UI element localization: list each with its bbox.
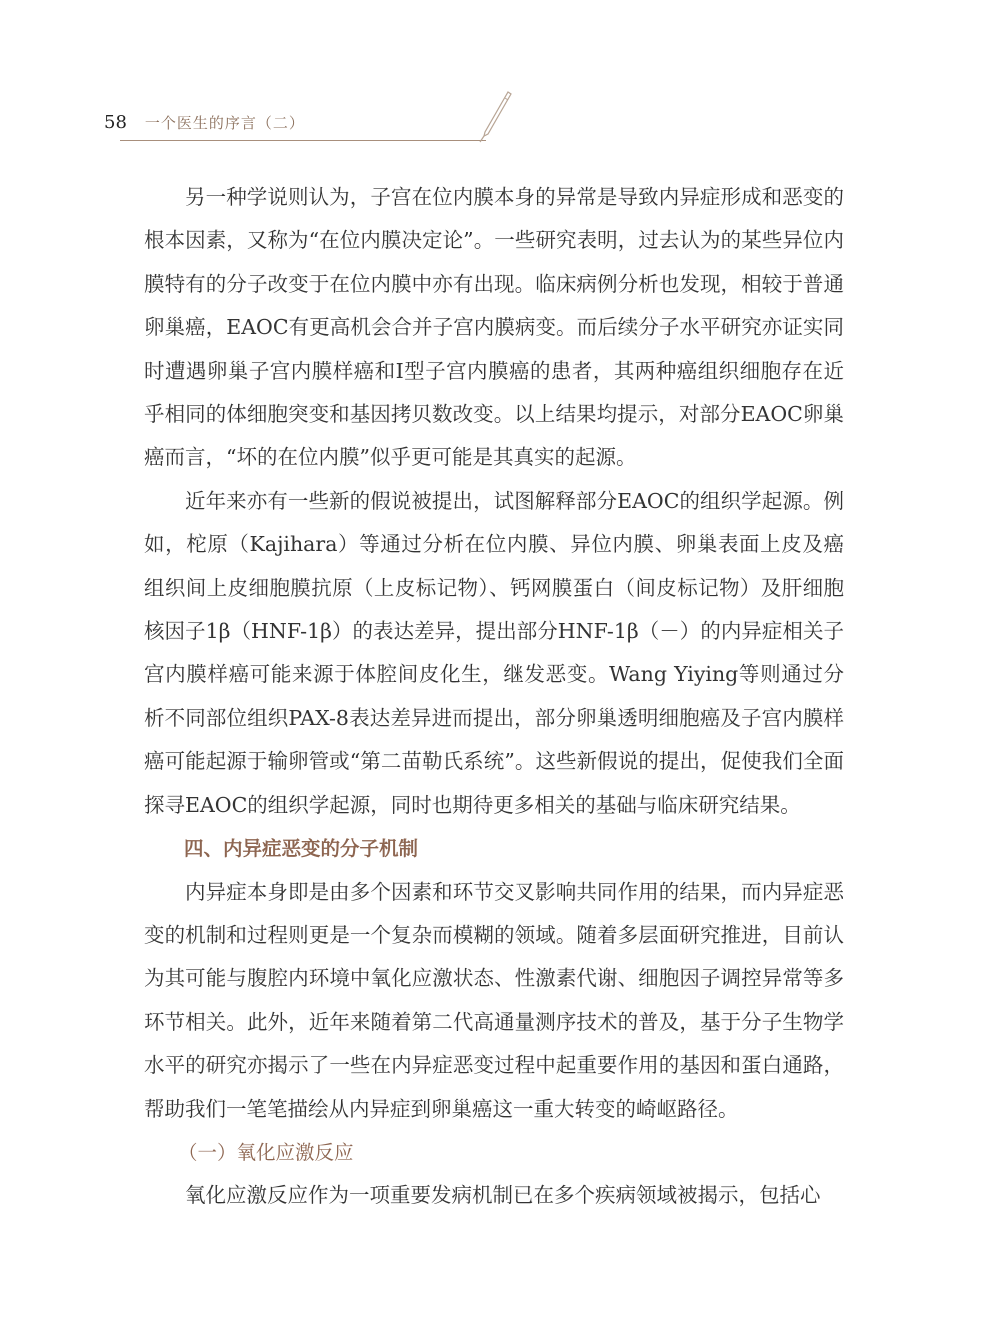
paragraph: 近年来亦有一些新的假说被提出，试图解释部分EAOC的组织学起源。例如，柁原（Kajihara）等通过分析在位内膜、异位内膜、卵巢表面上皮及癌组织间上皮细胞膜抗原（上皮标记物）、钙网膜蛋白（间皮标记物）及肝细胞核因子1β（HNF-1β）的表达差异，提出部分HNF-1β（－）的内异症相关子宫内膜样癌可能来源于体腔间皮化生，继发恶变。Wang Yiying等则通过分析不同部位组织PAX-8表达差异进而提出，部分卵巢透明细胞癌及子宫内膜样癌可能起源于输卵管或“第二苗勒氏系统”。这些新假说的提出，促使我们全面探寻EAOC的组织学起源，同时也期待更多相关的基础与临床研究结果。 xyxy=(144,488,844,817)
pen-icon xyxy=(476,90,512,144)
subsection-heading: （一）氧化应激反应 xyxy=(178,1140,354,1164)
paragraph: 另一种学说则认为，子宫在位内膜本身的异常是导致内异症形成和恶变的根本因素，又称为“在位内膜决定论”。一些研究表明，过去认为的某些异位内膜特有的分子改变于在位内膜中亦有出现。临床病例分析也发现，相较于普通卵巢癌，EAOC有更高机会合并子宫内膜病变。而后续分子水平研究亦证实同时遭遇卵巢子宫内膜样癌和Ⅰ型子宫内膜癌的患者，其两种癌组织细胞存在近乎相同的体细胞突变和基因拷贝数改变。以上结果均提示，对部分EAOC卵巢癌而言，“坏的在位内膜”似乎更可能是其真实的起源。 xyxy=(144,185,844,470)
paragraph: 氧化应激反应作为一项重要发病机制已在多个疾病领域被揭示，包括心 xyxy=(185,1183,821,1208)
page-body xyxy=(144,176,844,1218)
page-number: 58 xyxy=(104,112,127,133)
running-title: 一个医生的序言（二） xyxy=(144,114,305,132)
running-header xyxy=(104,112,305,140)
header-rule xyxy=(120,140,486,141)
section-heading: 四、内异症恶变的分子机制 xyxy=(184,837,419,861)
paragraph: 内异症本身即是由多个因素和环节交叉影响共同作用的结果，而内异症恶变的机制和过程则更是一个复杂而模糊的领域。随着多层面研究推进，目前认为其可能与腹腔内环境中氧化应激状态、性激素代谢、细胞因子调控异常等多环节相关。此外，近年来随着第二代高通量测序技术的普及，基于分子生物学水平的研究亦揭示了一些在内异症恶变过程中起重要作用的基因和蛋白通路，帮助我们一笔笔描绘从内异症到卵巢癌这一重大转变的崎岖路径。 xyxy=(144,879,844,1121)
